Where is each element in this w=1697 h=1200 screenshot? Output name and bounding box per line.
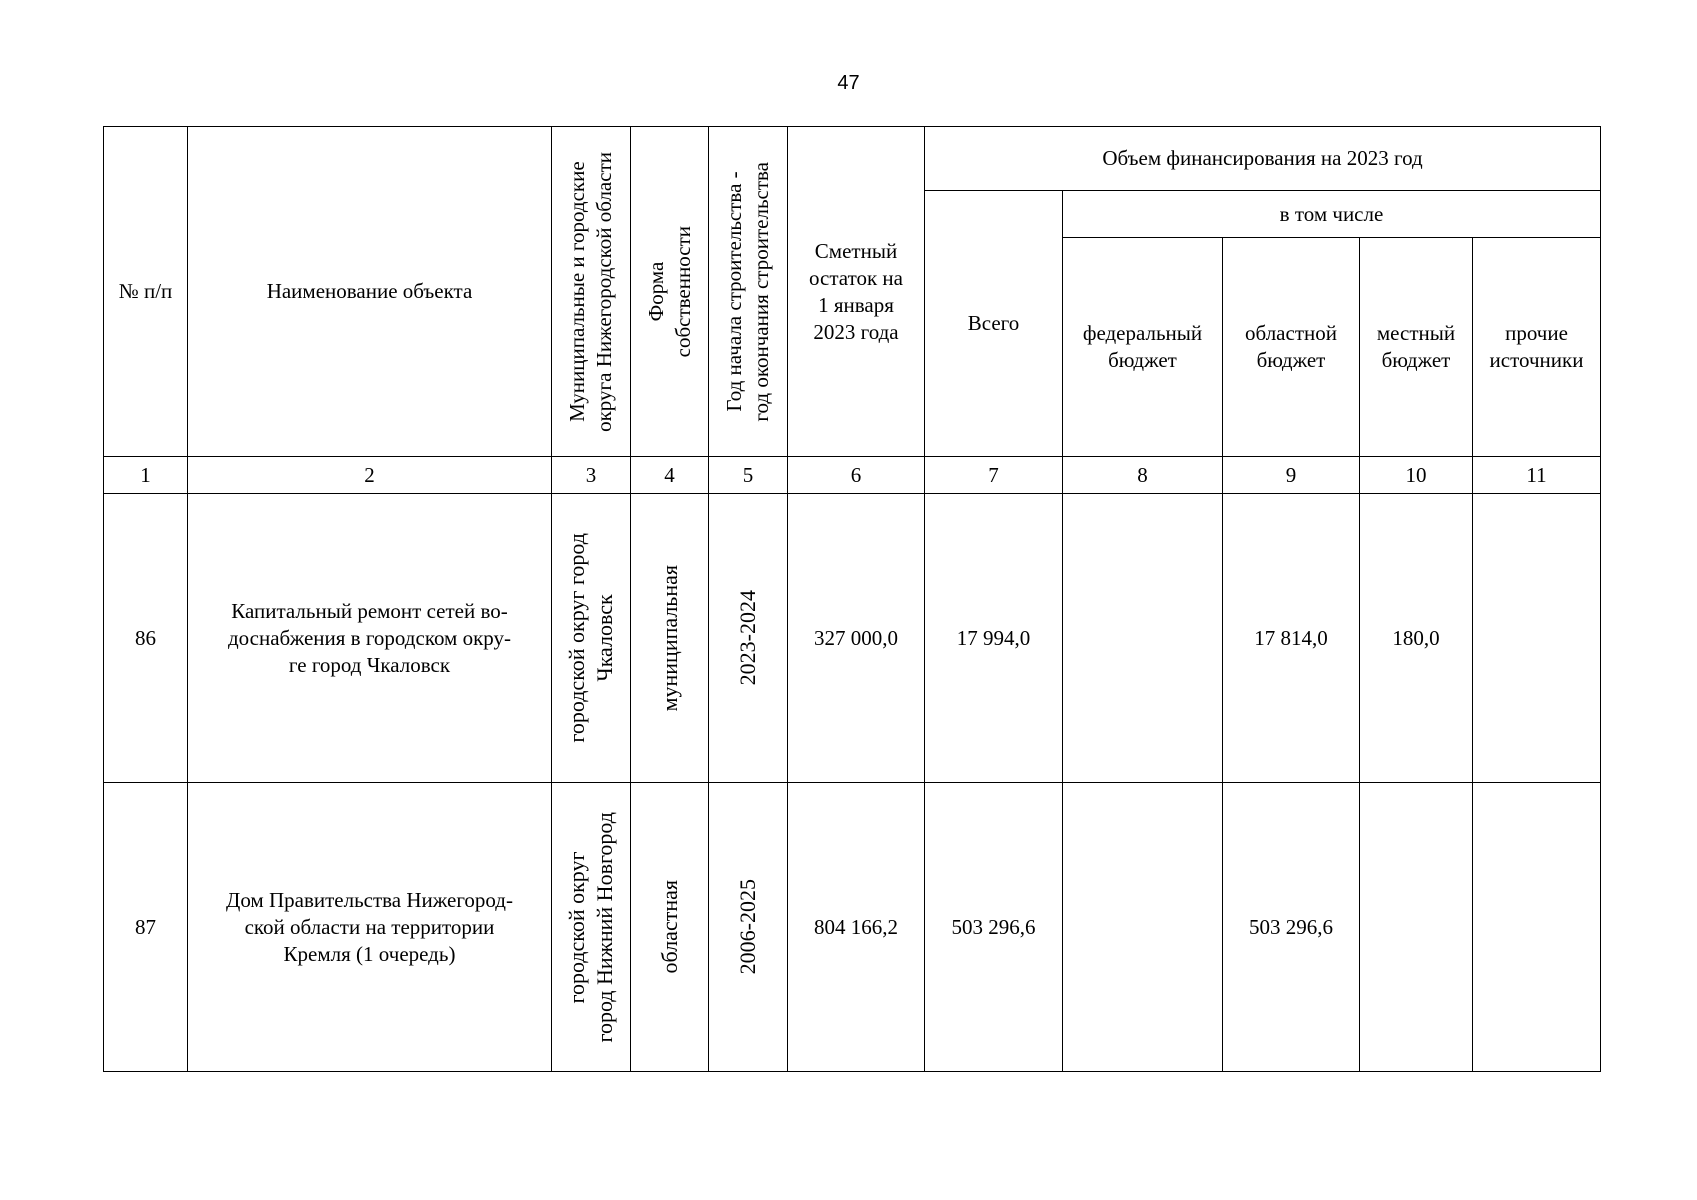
column-number: 7 xyxy=(925,457,1063,494)
column-number: 10 xyxy=(1360,457,1473,494)
header-total: Всего xyxy=(925,191,1063,457)
remaining-estimate: 327 000,0 xyxy=(788,494,925,783)
header-federal-budget: федеральный бюджет xyxy=(1063,238,1223,457)
row-number: 86 xyxy=(104,494,188,783)
object-name: Дом Правительства Нижегород- ской области на территории Кремля (1 очередь) xyxy=(188,783,552,1072)
table-row xyxy=(104,494,1601,783)
local-budget xyxy=(1360,783,1473,1072)
object-name: Капитальный ремонт сетей во- доснабжения в городском окру- ге город Чкаловск xyxy=(188,494,552,783)
column-number: 4 xyxy=(631,457,709,494)
header-ownership-label: Форма собственности xyxy=(643,225,695,358)
row-number: 87 xyxy=(104,783,188,1072)
header-district xyxy=(552,127,631,457)
other-sources xyxy=(1473,494,1601,783)
district: городской округ город Чкаловск xyxy=(564,533,617,743)
district-cell xyxy=(552,783,631,1072)
header-including-group: в том числе xyxy=(1063,191,1601,238)
construction-financing-table xyxy=(103,126,1601,1072)
page-number: 47 xyxy=(837,72,860,94)
column-number: 6 xyxy=(788,457,925,494)
header-remaining-estimate: Сметный остаток на 1 января 2023 года xyxy=(788,127,925,457)
years-cell xyxy=(709,783,788,1072)
total-funding: 503 296,6 xyxy=(925,783,1063,1072)
header-district-label: Муниципальные и городские округа Нижегородской области xyxy=(565,151,616,432)
years-cell xyxy=(709,494,788,783)
total-funding: 17 994,0 xyxy=(925,494,1063,783)
header-years xyxy=(709,127,788,457)
ownership-cell xyxy=(631,783,709,1072)
district: городской округ город Нижний Новгород xyxy=(564,811,617,1043)
ownership-cell xyxy=(631,494,709,783)
regional-budget: 17 814,0 xyxy=(1223,494,1360,783)
column-number-row xyxy=(104,457,1601,494)
column-number: 8 xyxy=(1063,457,1223,494)
header-regional-budget: областной бюджет xyxy=(1223,238,1360,457)
column-number: 1 xyxy=(104,457,188,494)
local-budget: 180,0 xyxy=(1360,494,1473,783)
column-number: 11 xyxy=(1473,457,1601,494)
construction-years: 2006-2025 xyxy=(735,879,760,975)
federal-budget xyxy=(1063,783,1223,1072)
column-number: 5 xyxy=(709,457,788,494)
header-funding-group: Объем финансирования на 2023 год xyxy=(925,127,1601,191)
header-row-number: № п/п xyxy=(104,127,188,457)
regional-budget: 503 296,6 xyxy=(1223,783,1360,1072)
header-years-label: Год начала строительства - год окончания строительства xyxy=(722,161,773,422)
header-local-budget: местный бюджет xyxy=(1360,238,1473,457)
column-number: 9 xyxy=(1223,457,1360,494)
header-other-sources: прочие источники xyxy=(1473,238,1601,457)
column-number: 3 xyxy=(552,457,631,494)
other-sources xyxy=(1473,783,1601,1072)
ownership: областная xyxy=(656,880,682,974)
header-ownership xyxy=(631,127,709,457)
table-row xyxy=(104,783,1601,1072)
column-number: 2 xyxy=(188,457,552,494)
federal-budget xyxy=(1063,494,1223,783)
construction-years: 2023-2024 xyxy=(735,590,760,686)
header-object-name: Наименование объекта xyxy=(188,127,552,457)
district-cell xyxy=(552,494,631,783)
ownership: муниципальная xyxy=(656,564,682,712)
remaining-estimate: 804 166,2 xyxy=(788,783,925,1072)
